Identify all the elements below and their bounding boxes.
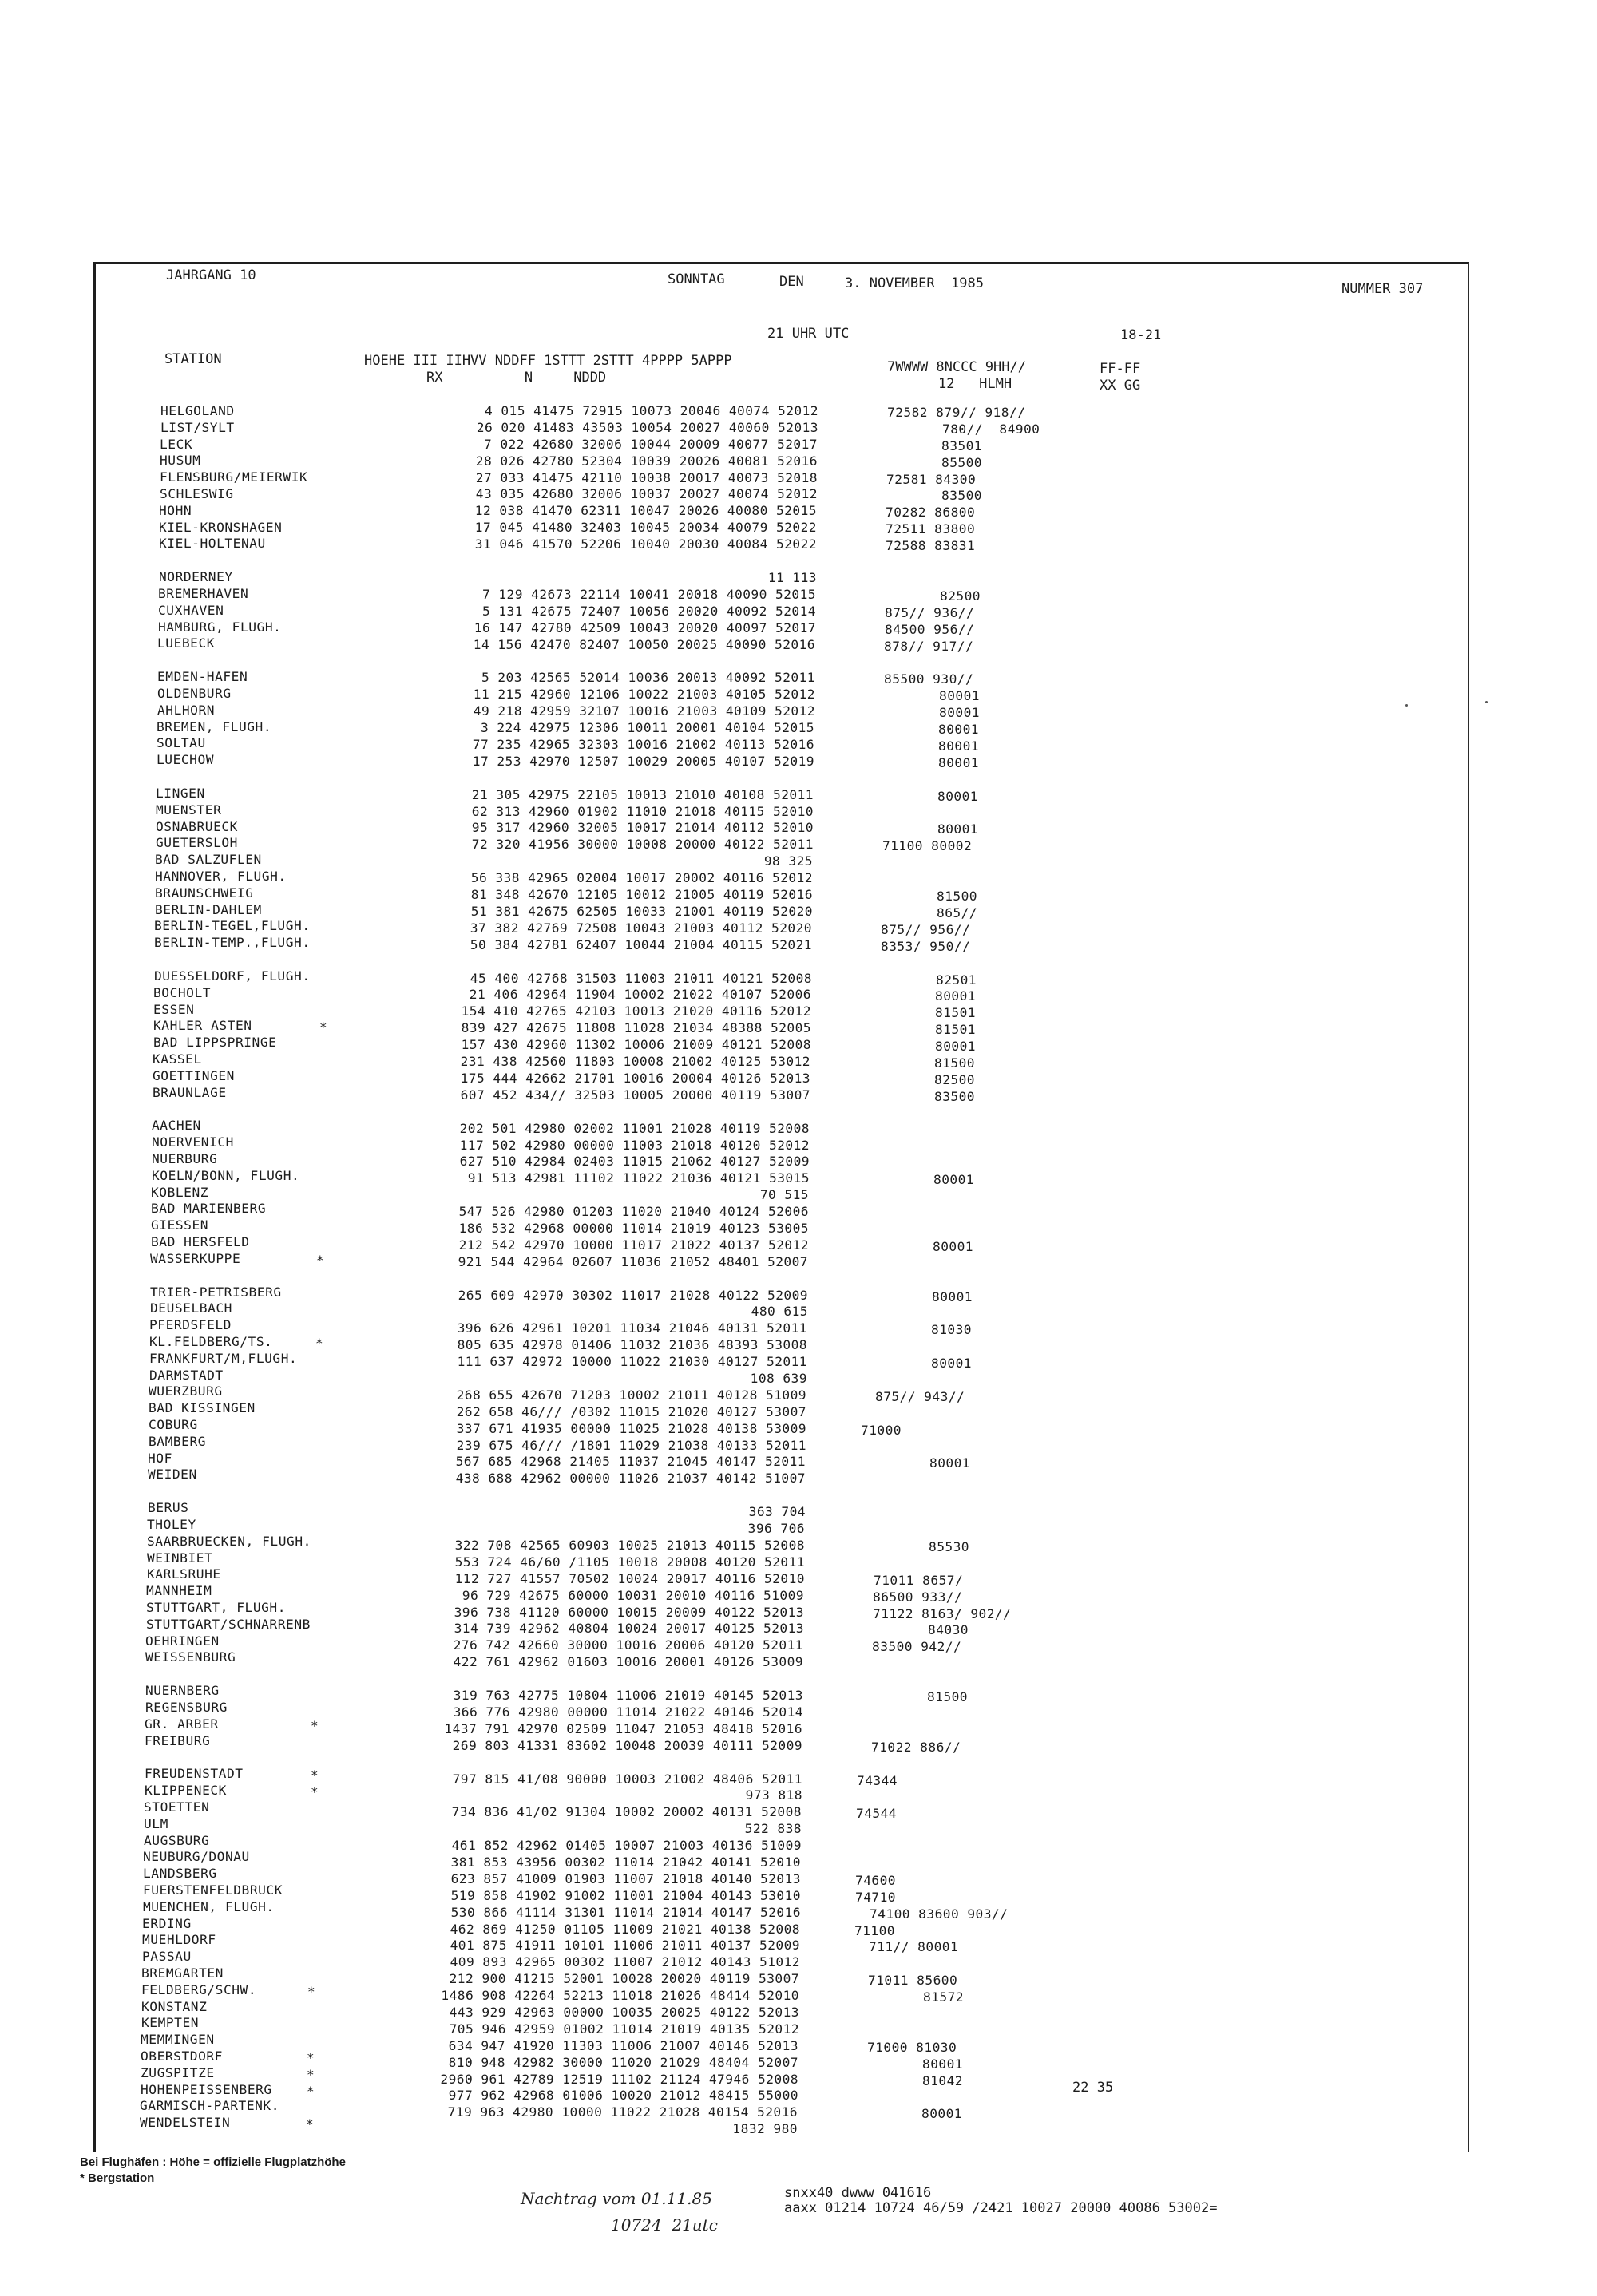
additional-groups: 81500 xyxy=(937,889,977,904)
station-name: HOHENPEISSENBERG xyxy=(141,2081,272,2097)
observation-values: 231 438 42560 11803 10008 21002 40125 53012 xyxy=(460,1053,810,1069)
additional-groups: 71100 xyxy=(854,1922,895,1938)
observation-values: 461 852 42962 01405 10007 21003 40136 51009 xyxy=(451,1838,802,1854)
additional-groups: 86500 933// xyxy=(873,1589,963,1605)
additional-groups: 83500 xyxy=(934,1088,975,1104)
observation-values: 26 020 41483 43503 10054 20027 40060 52013 xyxy=(476,419,818,435)
station-name: BAD LIPPSPRINGE xyxy=(153,1035,277,1051)
observation-values: 45 400 42768 31503 11003 21011 40121 52008 xyxy=(470,970,812,986)
observation-values: 839 427 42675 11808 11028 21034 48388 52005 xyxy=(461,1020,811,1036)
station-name: BOCHOLT xyxy=(153,984,212,1000)
station-name: OLDENBURG xyxy=(157,686,232,701)
station-name: ERDING xyxy=(142,1915,192,1931)
column-header-gg: XX GG xyxy=(1100,378,1141,394)
column-header-main-sub: RX N NDDD xyxy=(426,370,607,386)
station-name: KIEL-HOLTENAU xyxy=(159,536,266,552)
additional-groups: 80001 xyxy=(935,988,976,1004)
observation-values: 409 893 42965 00302 11007 21012 40143 51012 xyxy=(450,1954,800,1970)
column-header-ff: FF-FF xyxy=(1100,361,1141,377)
additional-groups: 71000 81030 xyxy=(867,2039,957,2055)
observation-values: 269 803 41331 83602 10048 20039 40111 52009 xyxy=(452,1737,802,1753)
observation-values: 567 685 42968 21405 11037 21045 40147 52011 xyxy=(455,1454,806,1470)
station-name: STUTTGART/SCHNARRENB xyxy=(146,1616,311,1632)
period-label: 18-21 xyxy=(1120,327,1162,343)
observation-values: 27 033 41475 42110 10038 20017 40073 52018 xyxy=(475,469,818,485)
station-name: HOF xyxy=(148,1450,172,1466)
station-name: MUENSTER xyxy=(156,802,222,817)
station-name: KEMPTEN xyxy=(141,2015,200,2031)
observation-values: 634 947 41920 11303 11006 21007 40146 52013 xyxy=(448,2037,798,2053)
observation-values: 314 739 42962 40804 10024 20017 40125 52013 xyxy=(454,1621,804,1637)
station-name: AHLHORN xyxy=(157,702,216,718)
additional-groups: 878// 917// xyxy=(884,638,974,654)
station-name: EMDEN-HAFEN xyxy=(157,669,248,685)
station-name: MEMMINGEN xyxy=(141,2032,215,2048)
observation-values: 276 742 42660 30000 10016 20006 40120 52011 xyxy=(453,1637,803,1653)
observation-values: 37 382 42769 72508 10043 21003 40112 52020 xyxy=(470,920,812,936)
observation-values: 1486 908 42264 52213 11018 21026 48414 52010 xyxy=(441,1988,799,2004)
additional-groups: 72588 83831 xyxy=(886,538,976,554)
station-name: GUETERSLOH xyxy=(156,835,238,851)
observation-values: 268 655 42670 71203 10002 21011 40128 51009 xyxy=(456,1387,806,1403)
observation-values: 973 818 xyxy=(745,1787,802,1803)
observation-values: 81 348 42670 12105 10012 21005 40119 52016 xyxy=(470,887,813,902)
station-name: LINGEN xyxy=(156,786,205,801)
station-name: MANNHEIM xyxy=(146,1583,212,1599)
station-name: FUERSTENFELDBRUCK xyxy=(143,1882,283,1898)
observation-values: 43 035 42680 32006 10037 20027 40074 52012 xyxy=(475,486,818,502)
additional-groups: 81042 xyxy=(922,2072,963,2088)
additional-groups: 80001 xyxy=(938,738,979,754)
date-label: 3. NOVEMBER 1985 xyxy=(845,275,984,291)
station-name: KOELN/BONN, FLUGH. xyxy=(152,1167,300,1183)
station-name: LUECHOW xyxy=(157,752,215,768)
mountain-station-marker: * xyxy=(307,2066,315,2082)
observation-values: 11 113 xyxy=(767,569,817,585)
station-name: KOBLENZ xyxy=(151,1184,209,1200)
observation-values: 1437 791 42970 02509 11047 21053 48418 52016 xyxy=(444,1720,802,1736)
additional-groups: 80001 xyxy=(929,1455,970,1471)
station-name: STUTTGART, FLUGH. xyxy=(146,1600,287,1615)
observation-values: 117 502 42980 00000 11003 21018 40120 52012 xyxy=(459,1137,810,1153)
additional-groups: 80001 xyxy=(935,1039,976,1055)
station-name: FLENSBURG/MEIERWIK xyxy=(160,469,308,485)
additional-groups: 85500 xyxy=(941,454,982,470)
observation-values: 805 635 42978 01406 11032 21036 48393 53008 xyxy=(457,1337,807,1353)
day-label: SONNTAG xyxy=(668,271,725,287)
observation-values: 3 224 42975 12306 10011 20001 40104 52015 xyxy=(480,720,814,736)
mountain-station-marker: * xyxy=(311,1784,319,1800)
station-name: SOLTAU xyxy=(157,735,206,751)
observation-values: 4 015 41475 72915 10073 20046 40074 52012 xyxy=(484,403,818,418)
additional-groups: 81501 xyxy=(935,1022,976,1038)
den-label: DEN xyxy=(779,274,804,290)
nummer-label: NUMMER 307 xyxy=(1341,281,1424,297)
station-name: GIESSEN xyxy=(151,1217,209,1233)
station-name: KAHLER ASTEN xyxy=(153,1018,252,1034)
additional-groups: 875// 943// xyxy=(875,1388,965,1404)
additional-groups: 83500 xyxy=(941,488,982,504)
station-name: HANNOVER, FLUGH. xyxy=(155,869,287,884)
additional-groups: 72581 84300 xyxy=(886,471,977,487)
additional-groups: 80001 xyxy=(937,788,978,804)
observation-values: 719 963 42980 10000 11022 21028 40154 52016 xyxy=(447,2104,798,2120)
station-name: SCHLESWIG xyxy=(160,486,234,501)
additional-groups: 80001 xyxy=(933,1172,974,1188)
scan-speck xyxy=(1485,701,1488,703)
observation-values: 96 729 42675 60000 10031 20010 40116 51009 xyxy=(462,1587,804,1603)
observation-values: 154 410 42765 42103 10013 21020 40116 52012 xyxy=(461,1004,811,1019)
observation-values: 443 929 42963 00000 10035 20025 40122 52013 xyxy=(449,2005,799,2020)
additional-groups: 74344 xyxy=(857,1772,898,1788)
observation-values: 28 026 42780 52304 10039 20026 40081 52016 xyxy=(475,453,818,469)
observation-values: 175 444 42662 21701 10016 20004 40126 52013 xyxy=(460,1070,810,1086)
observation-values: 62 313 42960 01902 11010 21018 40115 52010 xyxy=(471,803,814,819)
observation-values: 381 853 43956 00302 11014 21042 40141 52010 xyxy=(450,1855,801,1870)
station-name: WEISSENBURG xyxy=(145,1649,236,1665)
station-name: BREMEN, FLUGH. xyxy=(157,718,272,734)
station-name: ULM xyxy=(144,1815,168,1831)
station-name: CUXHAVEN xyxy=(158,602,224,618)
observation-values: 17 253 42970 12507 10029 20005 40107 52019 xyxy=(472,753,814,769)
observation-values: 480 615 xyxy=(751,1304,808,1320)
observation-values: 91 513 42981 11102 11022 21036 40121 53015 xyxy=(467,1170,810,1186)
additional-groups: 82500 xyxy=(934,1071,975,1087)
additional-groups: 875// 936// xyxy=(885,604,975,620)
observation-values: 734 836 41/02 91304 10002 20002 40131 52008 xyxy=(451,1804,802,1820)
additional-groups: 80001 xyxy=(937,821,978,837)
observation-values: 396 738 41120 60000 10015 20009 40122 52013 xyxy=(454,1604,804,1620)
observation-values: 401 875 41911 10101 11006 21011 40137 52009 xyxy=(450,1938,800,1954)
station-name: AUGSBURG xyxy=(144,1832,210,1848)
observation-values: 553 724 46/60 /1105 10018 20008 40120 52011 xyxy=(454,1554,805,1570)
additional-groups: 74710 xyxy=(855,1889,896,1905)
observation-values: 72 320 41956 30000 10008 20000 40122 52011 xyxy=(471,837,814,853)
additional-groups: 81572 xyxy=(923,1989,964,2005)
observation-values: 7 022 42680 32006 10044 20009 40077 52017 xyxy=(483,436,818,452)
station-name: BERLIN-TEGEL,FLUGH. xyxy=(154,918,311,934)
observation-values: 522 838 xyxy=(744,1821,802,1837)
station-name: ESSEN xyxy=(153,1001,195,1017)
additional-groups: 74600 xyxy=(855,1872,896,1888)
observation-values: 12 038 41470 62311 10047 20026 40080 52015 xyxy=(474,503,817,519)
observation-values: 530 866 41114 31301 11014 21014 40147 52016 xyxy=(450,1904,801,1920)
observation-values: 623 857 41009 01903 11007 21018 40140 52013 xyxy=(450,1870,801,1886)
observation-values: 337 671 41935 00000 11025 21028 40138 53009 xyxy=(456,1420,806,1436)
observation-values: 5 131 42675 72407 10056 20020 40092 52014 xyxy=(481,603,816,619)
additional-groups: 85530 xyxy=(929,1538,969,1554)
additional-groups: 71022 886// xyxy=(871,1739,961,1755)
jahrgang-label: JAHRGANG 10 xyxy=(166,267,256,283)
station-name: KARLSRUHE xyxy=(147,1566,221,1582)
observation-values: 17 045 41480 32403 10045 20034 40079 52022 xyxy=(474,520,817,536)
observation-values: 14 156 42470 82407 10050 20025 40090 52016 xyxy=(473,636,815,652)
station-name: NORDERNEY xyxy=(159,569,233,585)
mountain-station-marker: * xyxy=(307,1983,315,1999)
observation-values: 108 639 xyxy=(750,1371,807,1387)
observation-values: 1832 980 xyxy=(732,2121,798,2137)
station-name: BREMGARTEN xyxy=(141,1965,224,1981)
nachtrag-code-2: aaxx 01214 10724 46/59 /2421 10027 20000 40086 53002= xyxy=(784,2200,1218,2216)
station-name: NEUBURG/DONAU xyxy=(143,1849,250,1865)
additional-groups: 71122 8163/ 902// xyxy=(873,1605,1012,1621)
observation-values: 50 384 42781 62407 10044 21004 40115 52021 xyxy=(470,936,812,952)
station-name: WENDELSTEIN xyxy=(140,2115,231,2131)
additional-groups: 82500 xyxy=(940,588,981,604)
station-name: DARMSTADT xyxy=(149,1367,224,1383)
station-name: HOHN xyxy=(159,502,192,518)
additional-groups: 875// 956// xyxy=(881,921,971,937)
observation-values: 202 501 42980 02002 11001 21028 40119 52008 xyxy=(459,1120,810,1136)
additional-groups: 81501 xyxy=(935,1005,976,1021)
observation-values: 111 637 42972 10000 11022 21030 40127 52011 xyxy=(457,1354,807,1370)
observation-values: 810 948 42982 30000 11020 21029 48404 52007 xyxy=(448,2054,798,2070)
station-name: KLIPPENECK xyxy=(145,1783,227,1799)
additional-groups: 81500 xyxy=(927,1689,968,1705)
observation-values: 438 688 42962 00000 11026 21037 40142 51007 xyxy=(455,1471,806,1486)
observation-values: 239 675 46/// /1801 11029 21038 40133 52011 xyxy=(456,1437,806,1453)
station-name: BAD MARIENBERG xyxy=(151,1201,267,1217)
observation-values: 157 430 42960 11302 10006 21009 40121 52008 xyxy=(461,1037,811,1053)
station-name: FREIBURG xyxy=(145,1732,211,1748)
column-header-station: STATION xyxy=(164,351,222,367)
additional-groups: 71011 8657/ xyxy=(874,1572,964,1588)
additional-groups: 74544 xyxy=(856,1806,897,1822)
observation-values: 627 510 42984 02403 11015 21062 40127 52009 xyxy=(459,1154,810,1170)
mountain-station-marker: * xyxy=(311,1768,319,1783)
observation-values: 607 452 434// 32503 10005 20000 40119 53007 xyxy=(460,1087,810,1102)
station-name: WUERZBURG xyxy=(149,1384,223,1399)
station-name: BAMBERG xyxy=(149,1433,207,1449)
station-name: NUERBURG xyxy=(152,1151,218,1166)
station-name: KIEL-KRONSHAGEN xyxy=(159,519,283,535)
station-name: PASSAU xyxy=(142,1949,192,1965)
observation-values: 49 218 42959 32107 10016 21003 40109 52012 xyxy=(473,703,815,719)
observation-values: 212 900 41215 52001 10028 20020 40119 53007 xyxy=(449,1971,799,1987)
additional-groups: 72511 83800 xyxy=(886,521,976,537)
mountain-station-marker: * xyxy=(306,2116,314,2132)
station-name: KL.FELDBERG/TS. xyxy=(149,1334,273,1349)
station-name: LECK xyxy=(160,436,193,452)
station-name: BREMERHAVEN xyxy=(158,586,249,601)
observation-values: 212 542 42970 10000 11017 21022 40137 52012 xyxy=(458,1237,809,1253)
station-name: BERLIN-DAHLEM xyxy=(155,901,262,917)
nachtrag-code-1: snxx40 dwww 041616 xyxy=(784,2185,932,2201)
station-name: DEUSELBACH xyxy=(150,1300,232,1316)
additional-groups: 80001 xyxy=(933,1238,973,1254)
station-name: BERUS xyxy=(148,1500,189,1516)
additional-groups: 81500 xyxy=(934,1055,975,1071)
additional-groups: 83500 942// xyxy=(872,1639,962,1655)
additional-groups: 80001 xyxy=(932,1289,973,1304)
additional-groups: 85500 930// xyxy=(884,671,974,687)
observation-values: 16 147 42780 42509 10043 20020 40097 52017 xyxy=(474,620,816,635)
additional-groups: 80001 xyxy=(939,705,980,721)
additional-groups: 711// 80001 xyxy=(869,1939,959,1955)
mountain-station-marker: * xyxy=(311,1717,319,1733)
station-name: GR. ARBER xyxy=(145,1716,219,1732)
mountain-station-marker: * xyxy=(307,2083,315,2099)
observation-values: 56 338 42965 02004 10017 20002 40116 52012 xyxy=(470,870,813,886)
station-name: BAD HERSFELD xyxy=(151,1234,250,1249)
station-name: HUSUM xyxy=(160,453,201,469)
observation-values: 977 962 42968 01006 10020 21012 48415 55000 xyxy=(448,2088,798,2104)
station-name: NUERNBERG xyxy=(145,1683,220,1699)
observation-values: 366 776 42980 00000 11014 21022 40146 52014 xyxy=(453,1704,803,1720)
additional-groups: 81030 xyxy=(931,1322,972,1338)
station-name: MUEHLDORF xyxy=(142,1932,216,1948)
station-name: OSNABRUECK xyxy=(156,818,238,834)
additional-groups: 80001 xyxy=(939,688,980,704)
station-name: PFERDSFELD xyxy=(149,1317,232,1333)
additional-groups: 80001 xyxy=(938,754,979,770)
observation-values: 70 515 xyxy=(759,1187,809,1203)
observation-values: 396 706 xyxy=(747,1521,805,1537)
station-name: TRIER-PETRISBERG xyxy=(150,1284,282,1300)
station-name: BRAUNLAGE xyxy=(153,1084,227,1100)
observation-values: 462 869 41250 01105 11009 21021 40138 52008 xyxy=(450,1921,800,1937)
station-name: LIST/SYLT xyxy=(160,419,235,435)
observation-values: 186 532 42968 00000 11014 21019 40123 53005 xyxy=(458,1220,809,1236)
column-header-main: HOEHE III IIHVV NDDFF 1STTT 2STTT 4PPPP 5APPP xyxy=(364,353,732,369)
additional-groups: 865// xyxy=(937,905,977,920)
station-name: OEHRINGEN xyxy=(145,1633,220,1649)
observation-values: 422 761 42962 01603 10016 20001 40126 53009 xyxy=(453,1654,803,1670)
station-name: COBURG xyxy=(149,1417,198,1432)
observation-values: 363 704 xyxy=(748,1504,806,1520)
observation-values: 262 658 46/// /0302 11015 21020 40127 53007 xyxy=(456,1403,806,1419)
station-name: MUENCHEN, FLUGH. xyxy=(143,1898,275,1914)
station-name: LUEBECK xyxy=(157,635,216,651)
observation-values: 5 203 42565 52014 10036 20013 40092 52011 xyxy=(481,670,815,686)
observation-values: 95 317 42960 32005 10017 21014 40112 52010 xyxy=(471,820,814,836)
additional-groups: 80001 xyxy=(938,722,979,738)
additional-groups: 80001 xyxy=(931,1356,972,1372)
station-name: SAARBRUECKEN, FLUGH. xyxy=(147,1533,311,1549)
footnote-airports: Bei Flughäfen : Höhe = offizielle Flugplatzhöhe xyxy=(80,2155,346,2169)
station-name: BAD KISSINGEN xyxy=(149,1400,256,1416)
additional-groups: 84030 xyxy=(928,1622,969,1638)
station-name: GOETTINGEN xyxy=(153,1067,235,1083)
station-name: NOERVENICH xyxy=(152,1134,234,1150)
observation-values: 7 129 42673 22114 10041 20018 40090 52015 xyxy=(481,586,816,602)
station-name: WEINBIET xyxy=(147,1550,213,1566)
column-header-right: 7WWWW 8NCCC 9HH// xyxy=(887,359,1026,375)
station-name: DUESSELDORF, FLUGH. xyxy=(154,968,311,984)
mountain-station-marker: * xyxy=(319,1019,327,1035)
mountain-station-marker: * xyxy=(307,2050,315,2065)
handwritten-time: 10724 21utc xyxy=(611,2215,718,2235)
observation-values: 31 046 41570 52206 10040 20030 40084 52022 xyxy=(474,536,817,552)
observation-values: 21 406 42964 11904 10002 21022 40107 52006 xyxy=(469,987,811,1003)
station-name: FREUDENSTADT xyxy=(145,1766,244,1782)
additional-groups: 84500 956// xyxy=(885,621,975,637)
station-name: LANDSBERG xyxy=(143,1866,217,1882)
observation-values: 396 626 42961 10201 11034 21046 40131 52011 xyxy=(457,1320,807,1336)
observation-values: 705 946 42959 01002 11014 21019 40135 52012 xyxy=(449,2021,799,2037)
additional-groups: 71100 80002 xyxy=(882,838,973,854)
station-name: HAMBURG, FLUGH. xyxy=(158,619,282,635)
mountain-station-marker: * xyxy=(315,1336,323,1351)
station-name: GARMISCH-PARTENK. xyxy=(140,2098,280,2114)
station-name: KASSEL xyxy=(153,1051,202,1067)
additional-groups: 83501 xyxy=(941,437,982,453)
handwritten-note: Nachtrag vom 01.11.85 xyxy=(521,2189,712,2208)
additional-groups: 82501 xyxy=(936,972,977,988)
observation-values: 319 763 42775 10804 11006 21019 40145 52013 xyxy=(453,1688,803,1704)
observation-values: 322 708 42565 60903 10025 21013 40115 52008 xyxy=(454,1537,805,1553)
station-name: FRANKFURT/M,FLUGH. xyxy=(149,1350,298,1366)
station-name: THOLEY xyxy=(147,1517,196,1532)
station-name: BERLIN-TEMP.,FLUGH. xyxy=(154,935,311,951)
column-header-right-sub: 12 HLMH xyxy=(938,376,1012,392)
additional-groups: 71000 xyxy=(861,1422,902,1438)
station-name: STOETTEN xyxy=(144,1799,210,1815)
station-name: FELDBERG/SCHW. xyxy=(141,1981,257,1997)
observation-values: 519 858 41902 91002 11001 21004 40143 53010 xyxy=(450,1887,801,1903)
additional-groups: 80001 xyxy=(921,2106,962,2122)
observation-values: 77 235 42965 32303 10016 21002 40113 52016 xyxy=(472,736,814,752)
station-name: AACHEN xyxy=(152,1118,201,1134)
additional-groups: 80001 xyxy=(922,2056,963,2072)
observation-values: 51 381 42675 62505 10033 21001 40119 52020 xyxy=(470,903,813,919)
station-name: OBERSTDORF xyxy=(141,2049,223,2064)
additional-groups: 70282 86800 xyxy=(886,505,976,521)
footnote-mountain-station: * Bergstation xyxy=(80,2171,155,2185)
station-name: ZUGSPITZE xyxy=(141,2064,215,2080)
station-name: KONSTANZ xyxy=(141,1998,208,2014)
observation-values: 98 325 xyxy=(763,853,813,869)
observation-values: 11 215 42960 12106 10022 21003 40105 52012 xyxy=(473,687,815,703)
station-name: WEIDEN xyxy=(148,1467,197,1483)
observation-values: 547 526 42980 01203 11020 21040 40124 52006 xyxy=(458,1204,809,1220)
station-name: BAD SALZUFLEN xyxy=(155,852,262,868)
observation-time: 21 UHR UTC xyxy=(767,326,850,342)
observation-values: 21 305 42975 22105 10013 21010 40108 52011 xyxy=(471,786,814,802)
additional-groups: 72582 879// 918// xyxy=(887,405,1026,420)
additional-groups: 74100 83600 903// xyxy=(870,1906,1009,1922)
ff-gg-value: 22 35 xyxy=(1072,2080,1114,2096)
station-name: BRAUNSCHWEIG xyxy=(155,885,254,901)
observation-values: 921 544 42964 02607 11036 21052 48401 52007 xyxy=(458,1253,808,1269)
additional-groups: 71011 85600 xyxy=(868,1973,958,1989)
observation-values: 2960 961 42789 12519 11102 21124 47946 52008 xyxy=(440,2071,798,2087)
additional-groups: 780// 84900 xyxy=(942,421,1040,437)
observation-values: 112 727 41557 70502 10024 20017 40116 52010 xyxy=(454,1570,805,1586)
station-name: HELGOLAND xyxy=(160,403,235,418)
additional-groups: 8353/ 950// xyxy=(881,938,971,954)
observation-values: 265 609 42970 30302 11017 21028 40122 52009 xyxy=(458,1287,808,1303)
station-name: WASSERKUPPE xyxy=(150,1250,241,1266)
mountain-station-marker: * xyxy=(316,1252,324,1268)
observation-values: 797 815 41/08 90000 10003 21002 48406 52011 xyxy=(452,1771,802,1787)
station-name: REGENSBURG xyxy=(145,1700,228,1715)
